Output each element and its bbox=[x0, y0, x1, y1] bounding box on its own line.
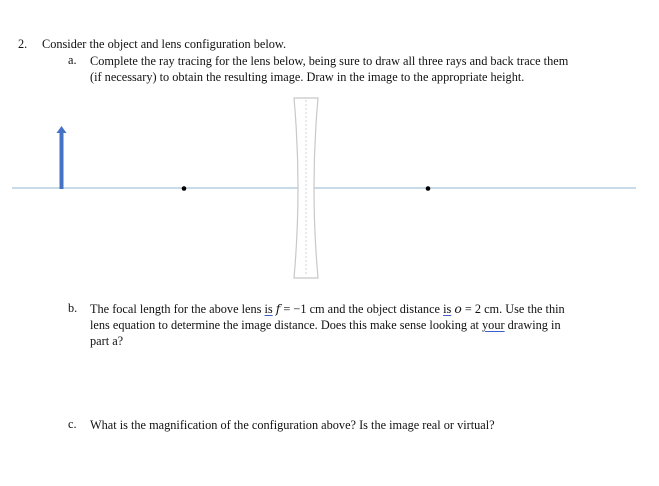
part-b-l2-pre: lens equation to determine the image distance. Does this make sense looking at bbox=[90, 318, 483, 332]
object-arrow-shaft bbox=[60, 131, 64, 189]
part-b-label: b. bbox=[68, 301, 78, 315]
part-c-text: What is the magnification of the configuration above? Is the image real or virtual? bbox=[90, 418, 495, 432]
part-b-l2-post: drawing in bbox=[504, 318, 561, 332]
focal-point-right bbox=[426, 186, 431, 191]
part-a-line-2: (if necessary) to obtain the resulting image. Draw in the image to the appropriate height. bbox=[90, 70, 525, 84]
focal-point-left bbox=[182, 186, 187, 191]
part-b-l1-pre: The focal length for the above lens bbox=[90, 302, 265, 316]
part-b-line-3: part a? bbox=[90, 334, 124, 348]
part-a-line-1: Complete the ray tracing for the lens below, being sure to draw all three rays and back trace them bbox=[90, 54, 569, 68]
var-f: f bbox=[275, 302, 281, 316]
part-b-text bbox=[90, 301, 565, 349]
part-b-l1-eq-2: = 2 cm. Use the thin bbox=[461, 302, 565, 316]
part-a-label: a. bbox=[68, 53, 77, 67]
part-b-l1-is-2: is bbox=[443, 302, 452, 316]
var-o: o bbox=[454, 302, 462, 316]
lens-diagram bbox=[0, 90, 659, 290]
part-b-line-2 bbox=[90, 317, 565, 333]
part-b-l2-your: your bbox=[482, 318, 505, 332]
part-b-l1-is-1: is bbox=[264, 302, 273, 316]
part-a-text bbox=[90, 53, 568, 85]
part-b-l1-eq-1: = −1 cm and the object distance bbox=[280, 302, 444, 316]
part-c-label: c. bbox=[68, 417, 77, 431]
question-number: 2. bbox=[18, 37, 28, 51]
question-text: Consider the object and lens configuration below. bbox=[42, 37, 287, 51]
object-arrow-head bbox=[57, 126, 67, 133]
part-b-line-1 bbox=[90, 301, 565, 317]
